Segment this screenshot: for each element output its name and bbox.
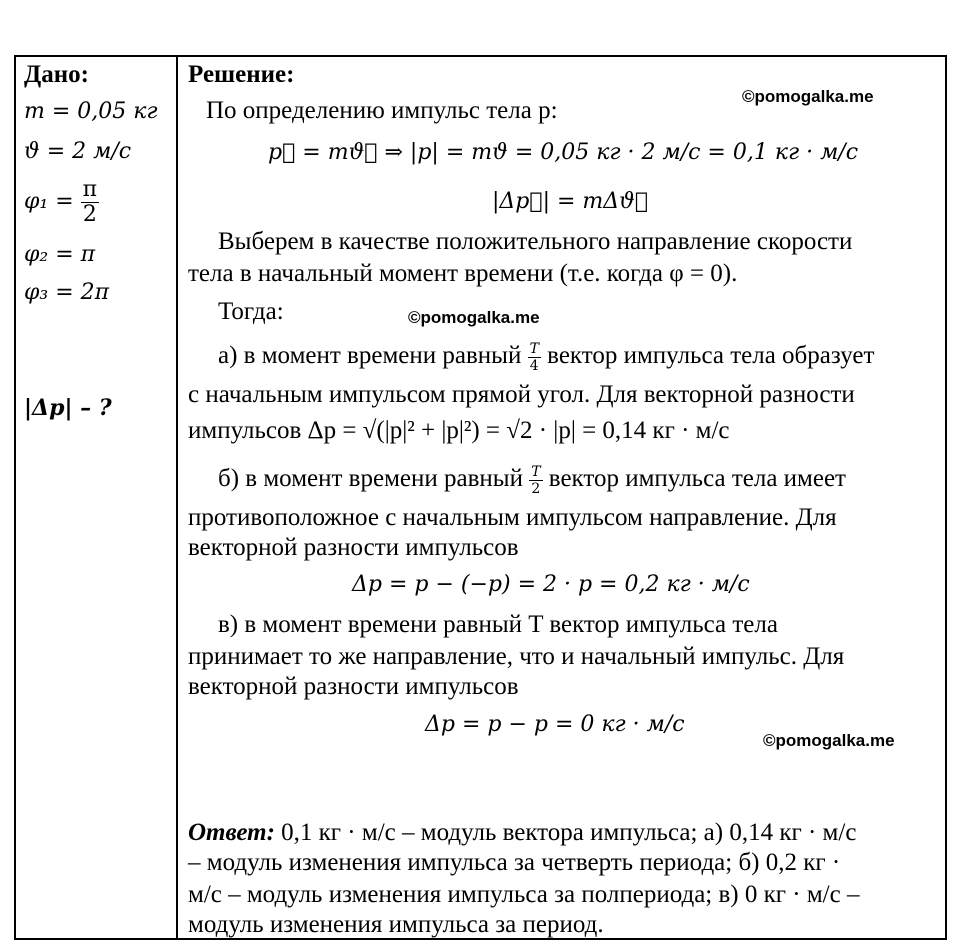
answer-line-2: – модуль изменения импульса за четверть периода; б) 0,2 кг · bbox=[188, 849, 841, 876]
case-a-line-2: с начальным импульсом прямой угол. Для векторной разности bbox=[188, 381, 855, 408]
watermark-top: ©pomogalka.me bbox=[742, 87, 874, 106]
choose-line-1: Выберем в качестве положительного направление скорости bbox=[218, 228, 853, 255]
choose-line-2: тела в начальный момент времени (т.е. когда φ = 0). bbox=[188, 260, 738, 287]
column-divider bbox=[176, 55, 178, 940]
case-a-prefix: а) в момент времени равный bbox=[218, 342, 528, 369]
given-phi1 bbox=[24, 176, 99, 228]
then-line: Тогда: bbox=[218, 298, 284, 325]
case-a-denominator: 4 bbox=[529, 357, 539, 374]
case-a-suffix: вектор импульса тела образует bbox=[540, 342, 875, 369]
case-a-line-3: импульсов Δp = √(|p|² + |p|²) = √2 · |p| = 0,14 кг · м/с bbox=[188, 417, 730, 444]
given-phi3: φ₃ = 2π bbox=[24, 280, 110, 305]
case-b-suffix: вектор импульса тела имеет bbox=[542, 465, 846, 492]
given-header: Дано: bbox=[24, 61, 89, 88]
answer-text-1: 0,1 кг · м/с – модуль вектора импульса; а) 0,14 кг · м/с bbox=[274, 819, 857, 846]
case-a-numerator: T bbox=[529, 340, 539, 357]
case-b-line-3: векторной разности импульсов bbox=[188, 534, 519, 561]
case-a-line-1 bbox=[218, 334, 874, 378]
given-phi1-numerator: π bbox=[82, 176, 98, 202]
case-c-equation: Δp = p − p = 0 кг · м/с bbox=[425, 712, 685, 737]
case-b-numerator: T bbox=[531, 463, 541, 480]
given-phi1-prefix: φ₁ = bbox=[24, 189, 81, 214]
solution-header: Решение: bbox=[188, 61, 295, 88]
case-c-line-2: принимает то же направление, что и начальный импульс. Для bbox=[188, 643, 845, 670]
case-b-prefix: б) в момент времени равный bbox=[218, 465, 530, 492]
case-b-line-1 bbox=[218, 454, 846, 504]
case-b-line-2: противоположное с начальным импульсом направление. Для bbox=[188, 504, 837, 531]
equation-delta: |Δp⃗| = mΔϑ⃗ bbox=[492, 189, 649, 214]
given-phi1-denominator: 2 bbox=[82, 201, 97, 227]
case-b-equation: Δp = p − (−p) = 2 · p = 0,2 кг · м/с bbox=[352, 572, 750, 597]
answer-line-1 bbox=[188, 818, 856, 848]
answer-line-4: модуль изменения импульса за период. bbox=[188, 911, 604, 938]
given-velocity: ϑ = 2 м/с bbox=[24, 139, 132, 164]
given-mass: m = 0,05 кг bbox=[24, 99, 158, 124]
watermark-middle: ©pomogalka.me bbox=[408, 308, 540, 327]
answer-label: Ответ: bbox=[188, 819, 275, 846]
given-phi2: φ₂ = π bbox=[24, 242, 96, 267]
case-c-line-1: в) в момент времени равный T вектор импульса тела bbox=[218, 611, 778, 638]
watermark-bottom: ©pomogalka.me bbox=[763, 731, 895, 750]
find-label: |Δp| – ? bbox=[24, 395, 112, 421]
intro-line: По определению импульс тела p: bbox=[206, 97, 558, 124]
equation-momentum: p⃗ = mϑ⃗ ⇒ |p| = mϑ = 0,05 кг · 2 м/с = 0,1 кг · м/с bbox=[268, 140, 859, 165]
case-b-denominator: 2 bbox=[531, 480, 541, 497]
answer-line-3: м/с – модуль изменения импульса за полпериода; в) 0 кг · м/с – bbox=[188, 881, 860, 908]
case-c-line-3: векторной разности импульсов bbox=[188, 673, 519, 700]
